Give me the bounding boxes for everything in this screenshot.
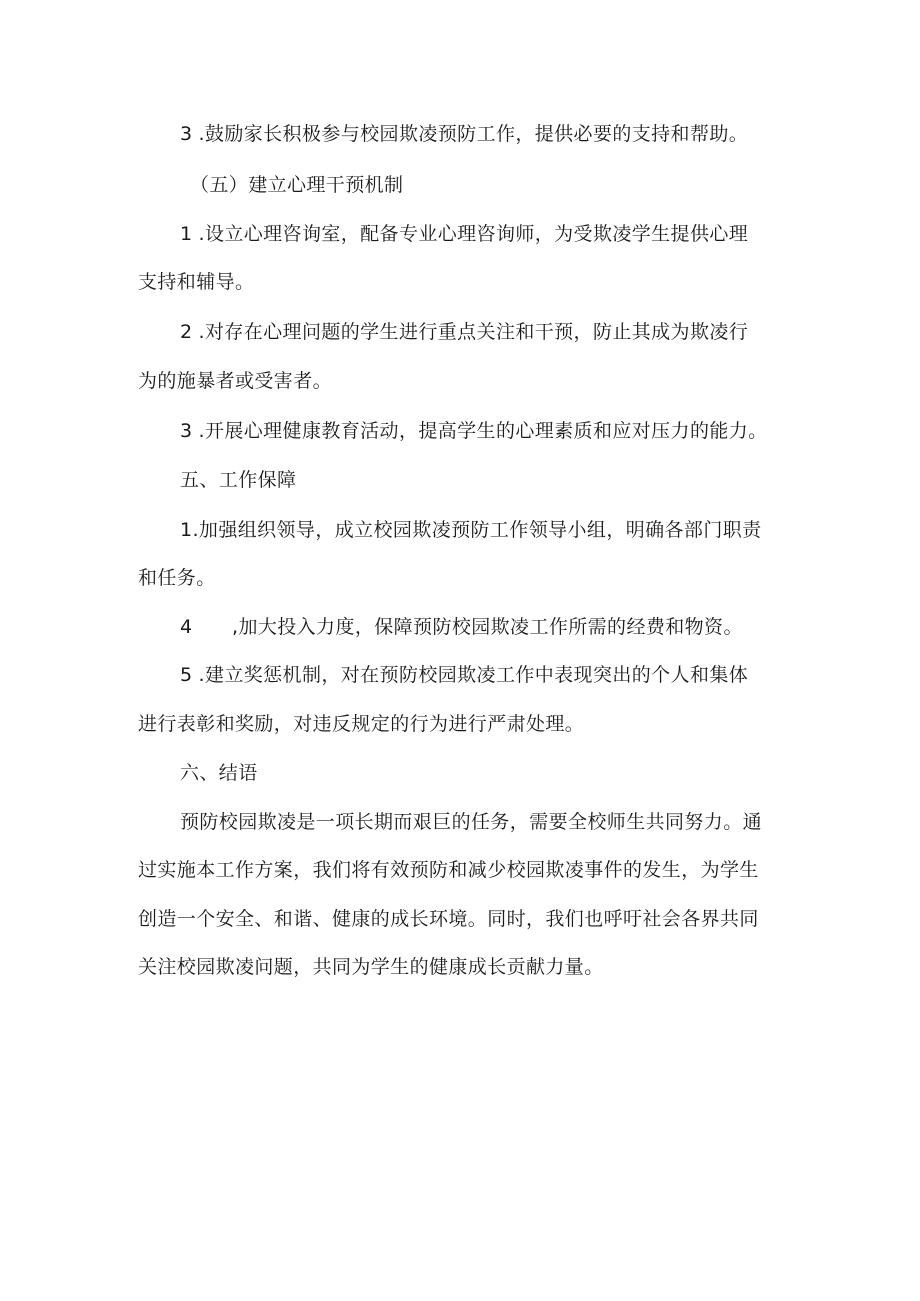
item-text: .设立心理咨询室，配备专业心理咨询师，为受欺凌学生提供心理 (198, 223, 749, 245)
item-number: 2 (180, 321, 193, 343)
section-heading-conclusion: 六、结语 (180, 762, 258, 784)
paragraph-guarantee-1-line1: 1.加强组织领导，成立校园欺凌预防工作领导小组，明确各部门职责 (180, 519, 762, 541)
paragraph-item-1-line1 (180, 222, 840, 246)
item-text: .鼓励家长积极参与校园欺凌预防工作，提供必要的支持和帮助。 (198, 123, 749, 145)
item-text: ,加大投入力度，保障预防校园欺凌工作所需的经费和物资。 (232, 616, 743, 638)
section-heading-work-guarantee: 五、工作保障 (180, 469, 297, 491)
conclusion-line-2: 过实施本工作方案，我们将有效预防和减少校园欺凌事件的发生，为学生 (138, 859, 759, 881)
paragraph-item-2-line2: 为的施暴者或受害者。 (138, 370, 333, 392)
item-number: 4 (180, 616, 193, 638)
paragraph-guarantee-5-line1 (180, 663, 840, 687)
paragraph-guarantee-1-line2: 和任务。 (138, 567, 216, 589)
paragraph-item-3 (180, 122, 840, 146)
item-text: .建立奖惩机制，对在预防校园欺凌工作中表现突出的个人和集体 (198, 664, 749, 686)
section-heading-5: （五）建立心理干预机制 (190, 174, 404, 196)
item-number: 1 (180, 223, 193, 245)
paragraph-item-1-line2: 支持和辅导。 (138, 271, 255, 293)
paragraph-item-3b (180, 419, 840, 443)
paragraph-guarantee-4 (180, 615, 840, 639)
item-text: .对存在心理问题的学生进行重点关注和干预，防止其成为欺凌行 (198, 321, 749, 343)
item-number: 3 (180, 420, 193, 442)
paragraph-guarantee-5-line2: 进行表彰和奖励，对违反规定的行为进行严肃处理。 (138, 713, 585, 735)
item-number: 3 (180, 123, 193, 145)
conclusion-line-4: 关注校园欺凌问题，共同为学生的健康成长贡献力量。 (138, 956, 604, 978)
conclusion-line-3: 创造一个安全、和谐、健康的成长环境。同时，我们也呼吁社会各界共同 (138, 908, 759, 930)
conclusion-line-1: 预防校园欺凌是一项长期而艰巨的任务，需要全校师生共同努力。通 (180, 811, 763, 833)
item-text: .开展心理健康教育活动，提高学生的心理素质和应对压力的能力。 (198, 420, 768, 442)
paragraph-item-2-line1 (180, 320, 840, 344)
item-number: 5 (180, 664, 193, 686)
